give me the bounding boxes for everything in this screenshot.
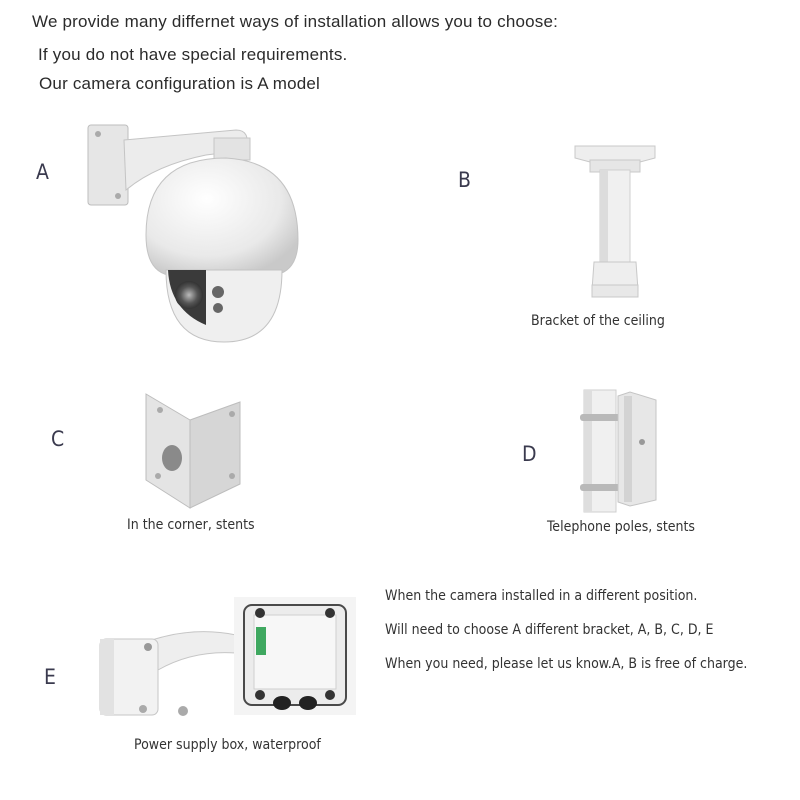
junction-box-open-icon (234, 597, 356, 715)
note-line-1: When the camera installed in a different position. (385, 588, 698, 604)
note-line-3: When you need, please let us know.A, B is free of charge. (385, 656, 748, 672)
note-line-2: Will need to choose A different bracket, A, B, C, D, E (385, 622, 714, 638)
option-c-letter: C (51, 427, 65, 451)
option-e-caption: Power supply box, waterproof (134, 737, 321, 753)
corner-bracket-icon (140, 380, 245, 510)
option-a-letter: A (36, 160, 49, 184)
pole-bracket-icon (578, 390, 663, 512)
option-e-letter: E (44, 665, 56, 689)
option-c-caption: In the corner, stents (127, 517, 255, 533)
intro-line-3: Our camera configuration is A model (39, 74, 321, 93)
option-b-letter: B (458, 168, 471, 192)
intro-line-2: If you do not have special requirements. (38, 45, 348, 64)
ceiling-bracket-icon (570, 140, 660, 305)
speed-dome-camera-icon (86, 120, 306, 345)
intro-line-1: We provide many differnet ways of installation allows you to choose: (32, 12, 559, 31)
option-d-caption: Telephone poles, stents (547, 519, 695, 535)
option-b-caption: Bracket of the ceiling (531, 313, 665, 329)
option-d-letter: D (522, 442, 537, 466)
wall-mount-box-icon (98, 625, 238, 720)
